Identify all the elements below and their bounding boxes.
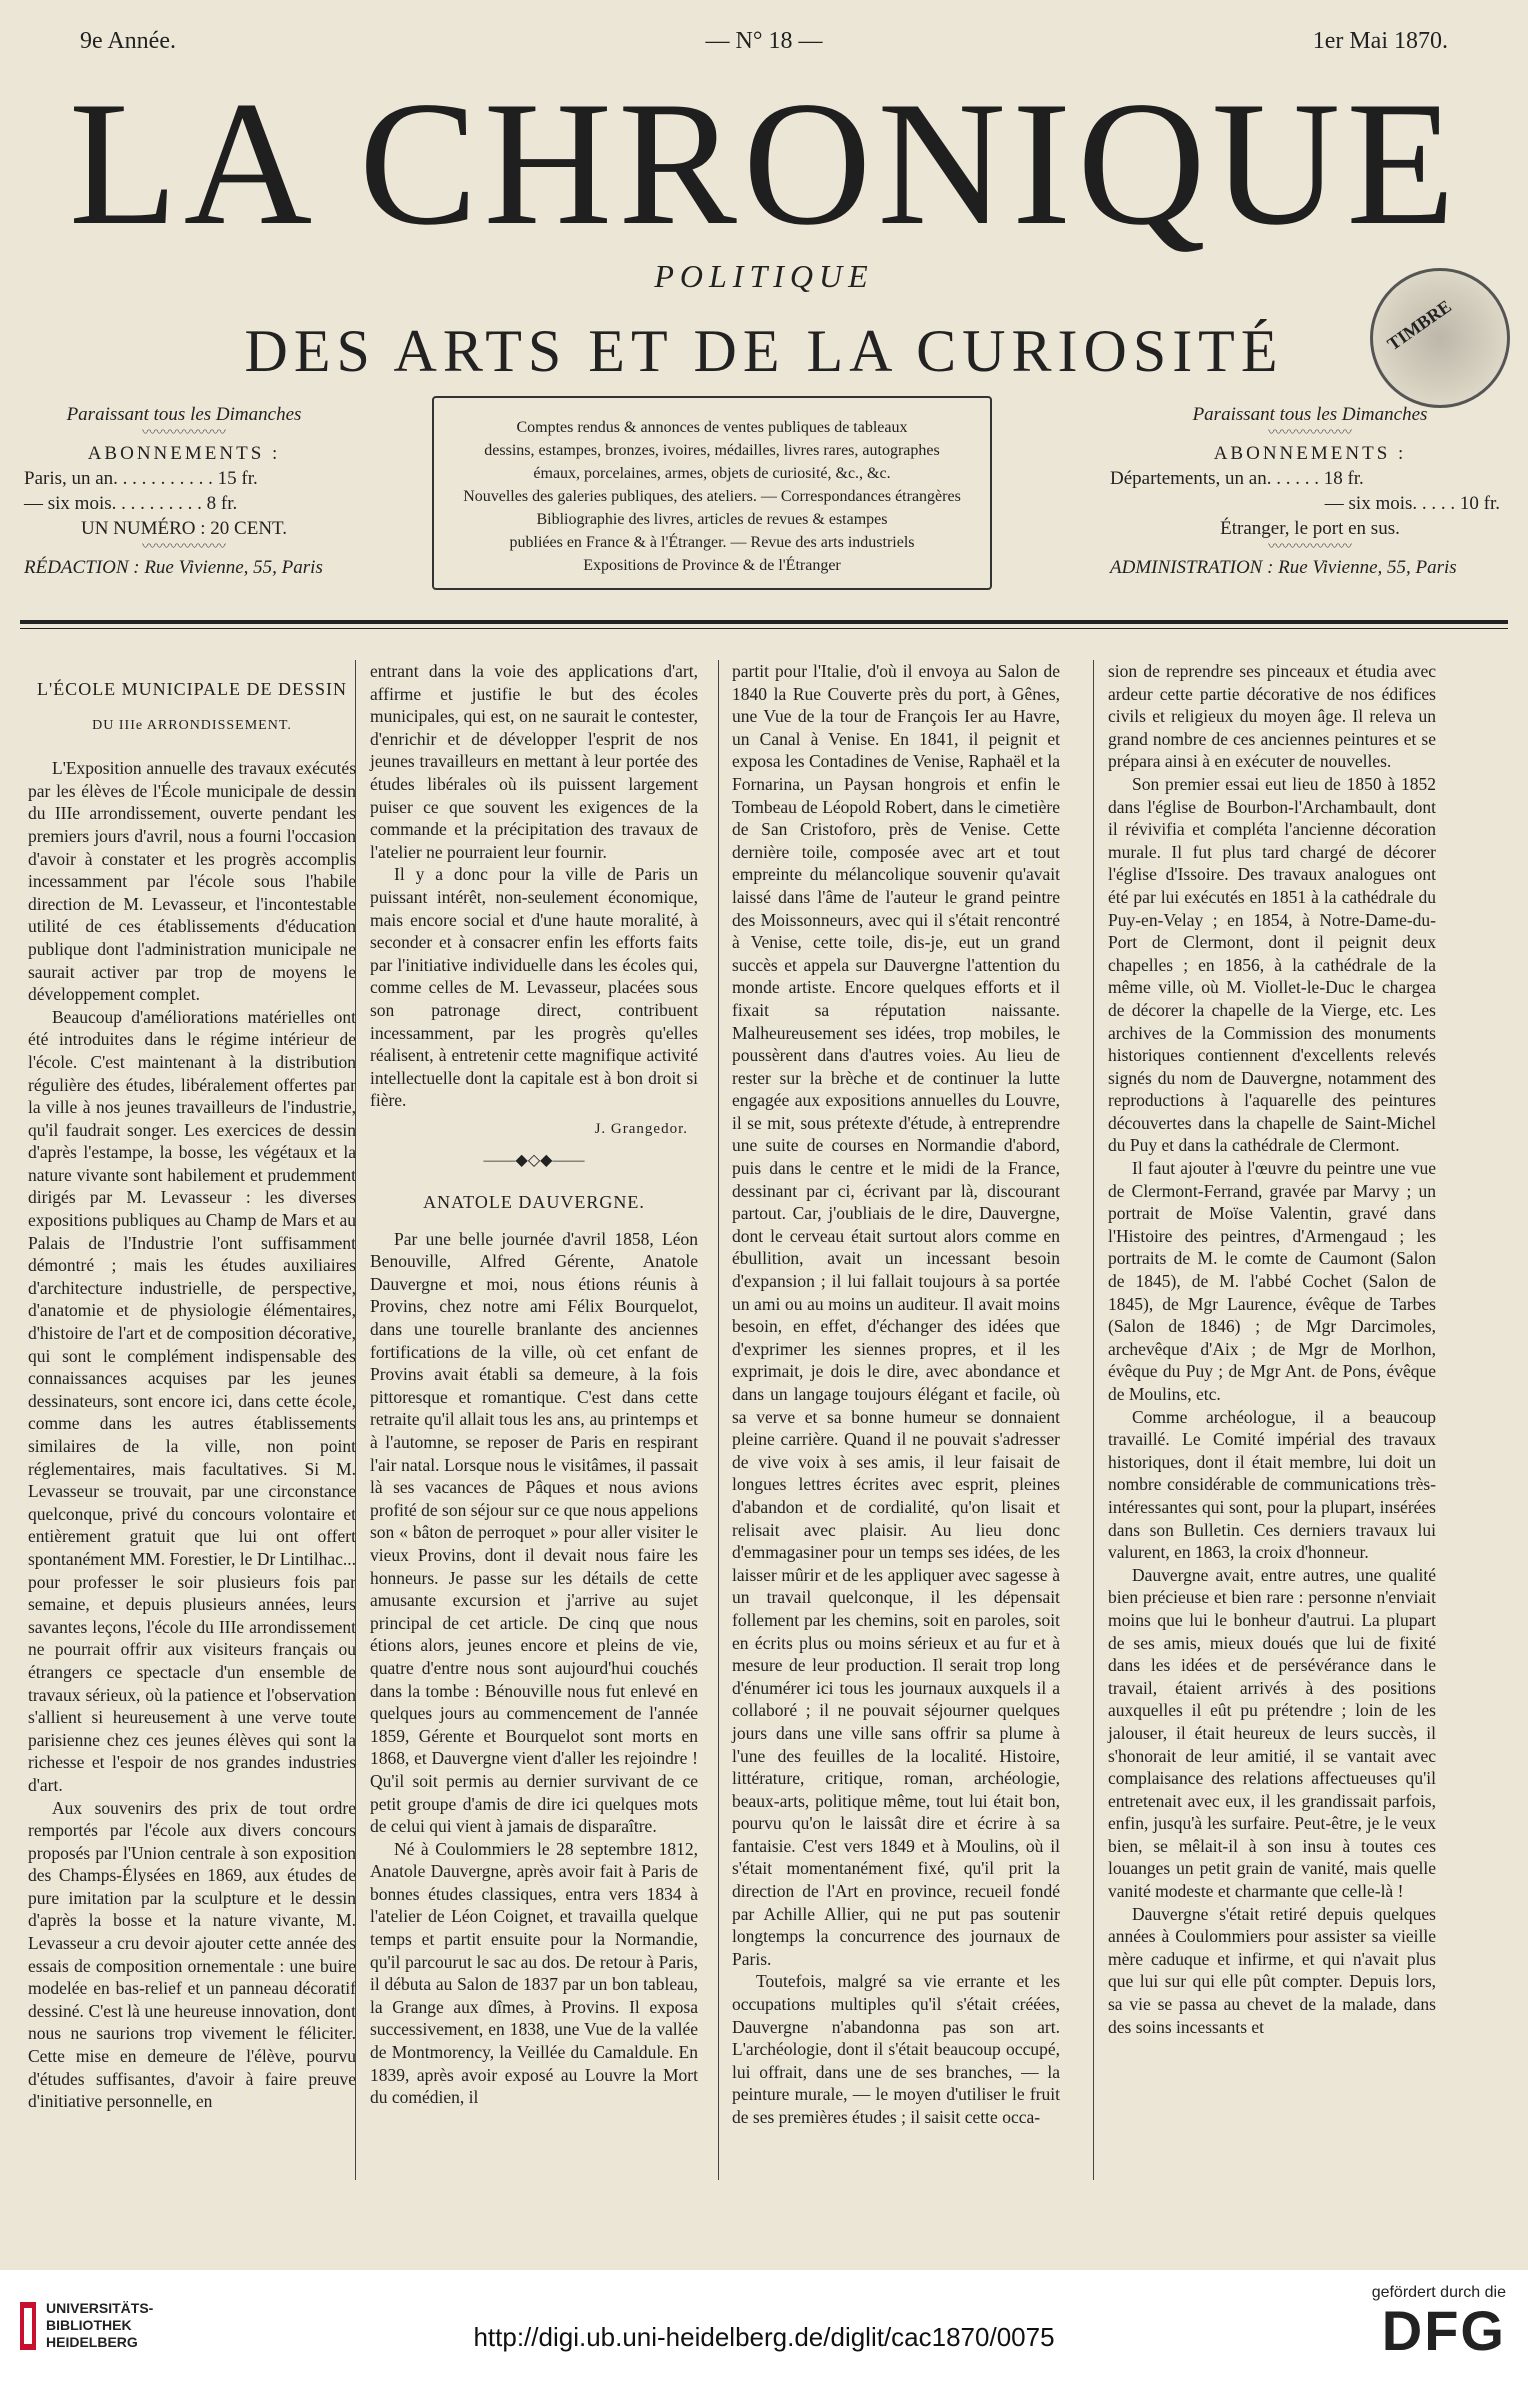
digitization-footer — [0, 2270, 1528, 2382]
column-3 — [732, 660, 1060, 2129]
publication-frequency: Paraissant tous les Dimanches — [1192, 404, 1428, 425]
issue-year: 9e Année. — [80, 28, 176, 54]
paragraph: Né à Coulommiers le 28 septembre 1812, Anatole Dauvergne, après avoir fait à Paris de bonnes études classiques, entra vers 1834 à l'atelier de Léon Coignet, et travailla quelque temps et partit ensuite pour la Normandie, qu'il parcourut le sac au dos. De retour à Paris, il débuta au Salon de 1837 par un bon tableau, la Grange aux dîmes, à Provins. Il exposa successivement, en 1838, une Vue de la vallée de Montmorency, la Veillée du Camaldule. En 1839, après avoir exposé au Louvre la Mort du comédien, il — [370, 1838, 698, 2108]
column-4 — [1108, 660, 1436, 2038]
paragraph: sion de reprendre ses pinceaux et étudia avec ardeur cette partie décorative de nos édifices civils et religieux du moyen âge. Il releva un grand nombre de ces anciennes peintures et se prépara ainsi à en exécuter de nouvelles. — [1108, 661, 1436, 772]
ornament-divider: 〰〰〰〰〰〰 — [142, 426, 226, 441]
funding-logo — [1372, 2284, 1506, 2360]
subscription-left — [24, 402, 344, 580]
administration-address: ADMINISTRATION : Rue Vivienne, 55, Paris — [1110, 557, 1457, 578]
masthead-title: LA CHRONIQUE — [68, 64, 1462, 262]
library-name-line: BIBLIOTHEK — [46, 2317, 132, 2333]
column-divider — [718, 660, 719, 2180]
paragraph: partit pour l'Italie, d'où il envoya au Salon de 1840 la Rue Couverte près du port, à Gênes, une Vue de la tour de François Ier au Havre, un Canal à Venise. En 1841, il peignit et exposa les Contadines de Venise, Raphaël et la Fornarina, un Paysan hongrois et enfin le Tombeau de Léopold Robert, dans le cimetière de San Cristoforo, près de Venise. Cette dernière toile, composée avec art et tout empreinte du mélancolique souvenir qu'avait laissé dans l'âme de l'auteur le grand peintre des Moissonneurs, avec qui il s'était rencontré à Venise, cette toile, dis-je, eut un grand succès et appela sur Dauvergne l'attention du monde artiste. Encore quelques efforts et il fixait sa réputation naissante. Malheureusement ses idées, trop mobiles, le poussèrent dans d'autres voies. Au lieu de rester sur la brèche et de continuer la lutte engagée aux expositions annuelles du Louvre, il se mit, sous prétexte d'étude, à entreprendre une suite de courses en Normandie d'abord, puis dans le centre et le midi de la France, dessinant par ci, écrivant par là, discourant partout. Car, j'oubliais de le dire, Dauvergne, dont le cerveau était surtout alors comme en ébullition, avait un incessant besoin d'expansion ; il lui fallait toujours à sa portée un ami ou au moins un auditeur. Il avait moins besoin, en effet, d'échanger des idées que d'exprimer les siennes propres, et il les exprimait, je dois le dire, avec abondance et dans un langage toujours élégant et facile, où sa verve et sa bonne humeur se donnaient pleine carrière. Quand il ne pouvait s'adresser de vive voix à ses amis, il leur faisait de longues lettres écrites avec esprit, pleines d'abandon et de cordialité, qu'on lisait et relisait avec plaisir. Au lieu donc d'emmagasiner pour un temps ses idées, de les laisser mûrir et de les appliquer avec sagesse à un travail quelconque, il les dépensait follement par les chemins, soit en paroles, soit en écrits plus ou moins sérieux et au fur et à mesure de leur production. Il serait trop long d'énumérer ici tous les journaux auxquels il a collaboré ; il ne pouvait séjourner quelques jours dans une ville sans offrir sa plume à l'une des feuilles de la localité. Histoire, littérature, critique, roman, archéologie, beaux-arts, politique même, tout lui était bon, pourvu qu'on le laissât dire et écrire à sa fantaisie. C'est vers 1849 et à Moulins, où il s'était momentanément fixé, qu'il prit la direction de l'Art en province, recueil fondé par Achille Allier, qui ne put pas soutenir longtemps la concurrence des journaux de Paris. — [732, 661, 1060, 1969]
editorial-address: RÉDACTION : Rue Vivienne, 55, Paris — [24, 557, 323, 578]
column-1 — [28, 660, 356, 2113]
price-departments-year: Départements, un an. . . . . . 18 fr. — [1110, 468, 1364, 489]
subscription-right — [1110, 402, 1510, 580]
paragraph: Toutefois, malgré sa vie errante et les occupations multiples qu'il s'était créées, Dauvergne n'abandonna pas son art. L'archéologie, dont il s'était beaucoup occupé, lui offrait, dans une de ses branches, — la peinture murale, — le moyen d'utiliser le fruit de ses premières études ; il saisit cette occa- — [732, 1971, 1060, 2127]
contents-line: émaux, porcelaines, armes, objets de curiosité, &c., &c. — [533, 465, 891, 482]
contents-box — [432, 396, 992, 590]
price-abroad: Étranger, le port en sus. — [1220, 518, 1400, 539]
issue-number: — N° 18 — — [705, 28, 823, 54]
paragraph: Il y a donc pour la ville de Paris un puissant intérêt, non-seulement économique, mais encore social et d'une haute moralité, à seconder et à consacrer enfin les efforts faits par l'initiative individuelle dans les écoles qui, comme celles de M. Levasseur, placées sous son patronage direct, contribuent incessamment, par les progrès qu'elles réalisent, à entretenir cette magnifique activité intellectuelle dont la capitale est à bon droit si fière. — [370, 864, 698, 1111]
paragraph: Aux souvenirs des prix de tout ordre remportés par l'école aux divers concours proposés par l'Union centrale à son exposition des Champs-Élysées en 1869, aux études de pure imitation par la sculpture et le dessin d'après la bosse et la nature vivante, M. Levasseur a cru devoir ajouter cette année des essais de composition ornementale : une buire modelée en bas-relief et un panneau décoratif dessiné. C'est là une heureuse innovation, dont nous ne saurions trop vivement le féliciter. Cette mise en demeure de l'élève, pourvu d'études suffisantes, d'avoir à faire preuve d'initiative personnelle, en — [28, 1797, 356, 2112]
ornament-divider: 〰〰〰〰〰〰 — [1268, 426, 1352, 441]
paragraph: L'Exposition annuelle des travaux exécutés par les élèves de l'École municipale de dessin du IIIe arrondissement, ouverte pendant les premiers jours d'avril, nous a fourni l'occasion d'avoir à constater et les progrès accomplis incessamment par l'école sous l'habile direction de M. Levasseur, et l'incontestable utilité de ces établissements d'éducation publique dont l'administration municipale ne saurait activer par trop de moyens le développement complet. — [28, 758, 356, 1005]
library-name-line: UNIVERSITÄTS- — [46, 2300, 154, 2316]
ornament-divider: 〰〰〰〰〰〰 — [1268, 540, 1352, 555]
dfg-logo-icon: DFG — [1381, 2299, 1506, 2362]
tax-stamp-icon — [1370, 268, 1510, 408]
subscriptions-heading: ABONNEMENTS : — [1213, 443, 1407, 464]
column-2 — [370, 660, 698, 2109]
paragraph: Son premier essai eut lieu de 1850 à 1852 dans l'église de Bourbon-l'Archambault, dont il révivifia et compléta l'ancienne décoration murale. Il fut plus tard chargé de décorer l'église d'Issoire. Des travaux analogues ont été par lui exécutés en 1851 à la cathédrale du Puy-en-Velay ; en 1854, à Notre-Dame-du-Port de Clermont, dont il peignit deux chapelles ; en 1856, à la cathédrale de la même ville, où M. Viollet-le-Duc le chargea de décorer la chapelle de la Vierge, etc. Les archives de la Commission des monuments historiques contiennent d'excellents relevés signés du nom de Dauvergne, notamment des reproductions à l'aquarelle des peintures découvertes dans la chapelle de Saint-Michel du Puy et dans la cathédrale de Clermont. — [1108, 773, 1436, 1156]
publication-frequency: Paraissant tous les Dimanches — [66, 404, 302, 425]
price-paris-year: Paris, un an. . . . . . . . . . . 15 fr. — [24, 468, 258, 489]
contents-line: Comptes rendus & annonces de ventes publiques de tableaux — [516, 419, 908, 436]
article-title: L'ÉCOLE MUNICIPALE DE DESSIN — [36, 679, 348, 699]
price-paris-six-months: — six mois. . . . . . . . . . 8 fr. — [24, 493, 238, 514]
article-signature: J. Grangedor. — [594, 1120, 688, 1137]
contents-line: dessins, estampes, bronzes, ivoires, médailles, livres rares, autographes — [484, 442, 940, 459]
article-subtitle: DU IIIe ARRONDISSEMENT. — [92, 717, 292, 733]
paragraph: Comme archéologue, il a beaucoup travaillé. Le Comité impérial des travaux historiques, dont il était membre, lui doit un nombre considérable de communications très-intéressantes qui sont, pour la plupart, insérées dans son Bulletin. Ces derniers travaux lui valurent, en 1863, la croix d'honneur. — [1108, 1406, 1436, 1563]
ornament-divider: ——◆◇◆—— — [483, 1152, 585, 1170]
header-rule-thin — [20, 628, 1508, 629]
paragraph: Dauvergne avait, entre autres, une qualité bien précieuse et bien rare : personne n'enviait moins que lui le bonheur d'autrui. La plupart de ses amis, mieux doués que lui de fixité dans les idées et de persévérance dans le travail, étaient arrivés à des positions auxquelles il eût pu prétendre ; loin de les jalouser, il était heureux de leurs succès, il s'honorait de leur amitié, il se vantait avec complaisance des relations affectueuses qu'il entretenait avec eux, il les grandissait parfois, enfin, jusqu'à les surfaire. Peut-être, je le veux bien, se mêlait-il à son insu à toutes ces louanges un petit grain de vanité, mais quelle vanité modeste et charmante que celle-là ! — [1108, 1564, 1436, 1902]
paragraph: Dauvergne s'était retiré depuis quelques années à Coulommiers pour assister sa vieille mère caduque et infirme, et qui n'avait plus que lui sur qui elle pût compter. Depuis lors, sa vie se passa au chevet de la malade, dans des soins incessants et — [1108, 1903, 1436, 2037]
library-name-line: HEIDELBERG — [46, 2334, 138, 2350]
ornament-divider: 〰〰〰〰〰〰 — [142, 540, 226, 555]
contents-line: Nouvelles des galeries publiques, des ateliers. — Correspondances étrangères — [463, 488, 961, 505]
stamp-label: TIMBRE — [1383, 295, 1455, 355]
contents-line: Expositions de Province & de l'Étranger — [583, 557, 841, 574]
paragraph: Beaucoup d'améliorations matérielles ont été introduites dans le régime intérieur de l'école. C'est maintenant à la distribution régulière des études, libéralement offertes par la ville à nos jeunes travailleurs de l'industrie, qu'il faudrait songer. Les exercices de dessin d'après l'estampe, la bosse, les végétaux et la nature vivante sont habilement et prudemment dirigés par M. Levasseur : les diverses expositions publiques au Champ de Mars et au Palais de l'Industrie l'ont suffisamment démontré ; mais les études auxiliaires d'architecture industrielle, de perspective, d'anatomie et de physiologie élémentaires, d'histoire de l'art et de composition décorative, qui sont le complément indispensable des connaissances acquises par les jeunes dessinateurs, sont encore ici, dans cette école, comme dans les autres établissements similaires de la ville, non point réglementaires, mais facultatives. Si M. Levasseur se trouvait, par une circonstance quelconque, privé du concours volontaire et entièrement gratuit que lui ont offert spontanément MM. Forestier, le Dr Lintilhac... pour professer le soir plusieurs fois par semaine, et depuis plusieurs années, leurs savantes leçons, l'école du IIIe arrondissement ne pourrait offrir aux visiteurs français ou étrangers ce spectacle d'un ensemble de travaux sérieux, où la patience et l'observation s'allient si heureusement à une verve toute parisienne chez ces jeunes élèves qui sont la richesse et l'espoir de nos grandes industries d'art. — [28, 1006, 356, 1795]
price-single-issue: UN NUMÉRO : 20 CENT. — [80, 518, 287, 539]
contents-line: Bibliographie des livres, articles de revues & estampes — [536, 511, 888, 528]
column-divider — [1093, 660, 1094, 2180]
contents-line: publiées en France & à l'Étranger. — Revue des arts industriels — [509, 534, 915, 551]
issue-date: 1er Mai 1870. — [1312, 28, 1448, 54]
paragraph: entrant dans la voie des applications d'art, affirme et justifie le but des écoles municipales, qui est, on ne saurait le contester, d'enrichir et de développer l'esprit de nos jeunes travailleurs en mettant à leur portée des études libérales où ils puissent largement puiser ce que souvent les exigences de la commande et la précipitation des travaux de l'atelier ne pourraient leur fournir. — [370, 661, 698, 862]
paragraph: Il faut ajouter à l'œuvre du peintre une vue de Clermont-Ferrand, gravée par Marvy ; un portrait de Moïse Valentin, gravé dans l'Histoire des peintres, d'Armengaud ; les portraits de M. le comte de Caumont (Salon de 1845), de M. l'abbé Cochet (Salon de 1845), de Mgr Laurence, évêque de Tarbes (Salon de 1846) ; de Mgr Darcimoles, archevêque d'Aix ; de Mgr de Morlhon, évêque du Puy ; de Mgr Ant. de Pons, évêque de Moulins, etc. — [1108, 1158, 1436, 1404]
permalink-url[interactable]: http://digi.ub.uni-heidelberg.de/diglit/cac1870/0075 — [473, 2322, 1055, 2352]
paragraph: Par une belle journée d'avril 1858, Léon Benouville, Alfred Gérente, Anatole Dauvergne et moi, nous étions réunis à Provins, chez notre ami Félix Bourquelot, dans une tourelle branlante des anciennes fortifications de la ville, où cet enfant de Provins avait établi sa demeure, à la fois pittoresque et romantique. C'est dans cette retraite qu'il allait tous les ans, au printemps et à l'automne, se reposer de Paris en respirant l'air natal. Lorsque nous le visitâmes, il passait là ses vacances de Pâques et nous avions profité de son séjour sur ce que nous appelions son « bâton de perroquet » pour aller visiter le vieux Provins, dont il devait nous faire les honneurs. Je passe sur les détails de cette amusante excursion et j'arrive au sujet principal de cet article. De cinq que nous étions alors, jeunes encore et pleins de vie, quatre d'entre nous sont aujourd'hui couchés dans la tombe : Bénouville nous fut enlevé en quelques jours au commencement de l'année 1859, Gérente et Bourquelot sont morts en 1868, et Dauvergne vient d'aller les rejoindre ! Qu'il soit permis au dernier survivant de ce petit groupe d'amis de dire ici quelques mots de celui qui vient à jamais de disparaître. — [370, 1228, 698, 1837]
masthead-politique: POLITIQUE — [654, 258, 874, 294]
header-rule — [20, 620, 1508, 624]
masthead-subtitle: DES ARTS ET DE LA CURIOSITÉ — [244, 318, 1284, 384]
funded-by-text: gefördert durch die — [1371, 2284, 1506, 2301]
price-departments-six-months: — six mois. . . . . 10 fr. — [1324, 493, 1500, 514]
issue-line — [80, 28, 1448, 68]
article-title: ANATOLE DAUVERGNE. — [423, 1192, 645, 1213]
subscriptions-heading: ABONNEMENTS : — [87, 443, 281, 464]
